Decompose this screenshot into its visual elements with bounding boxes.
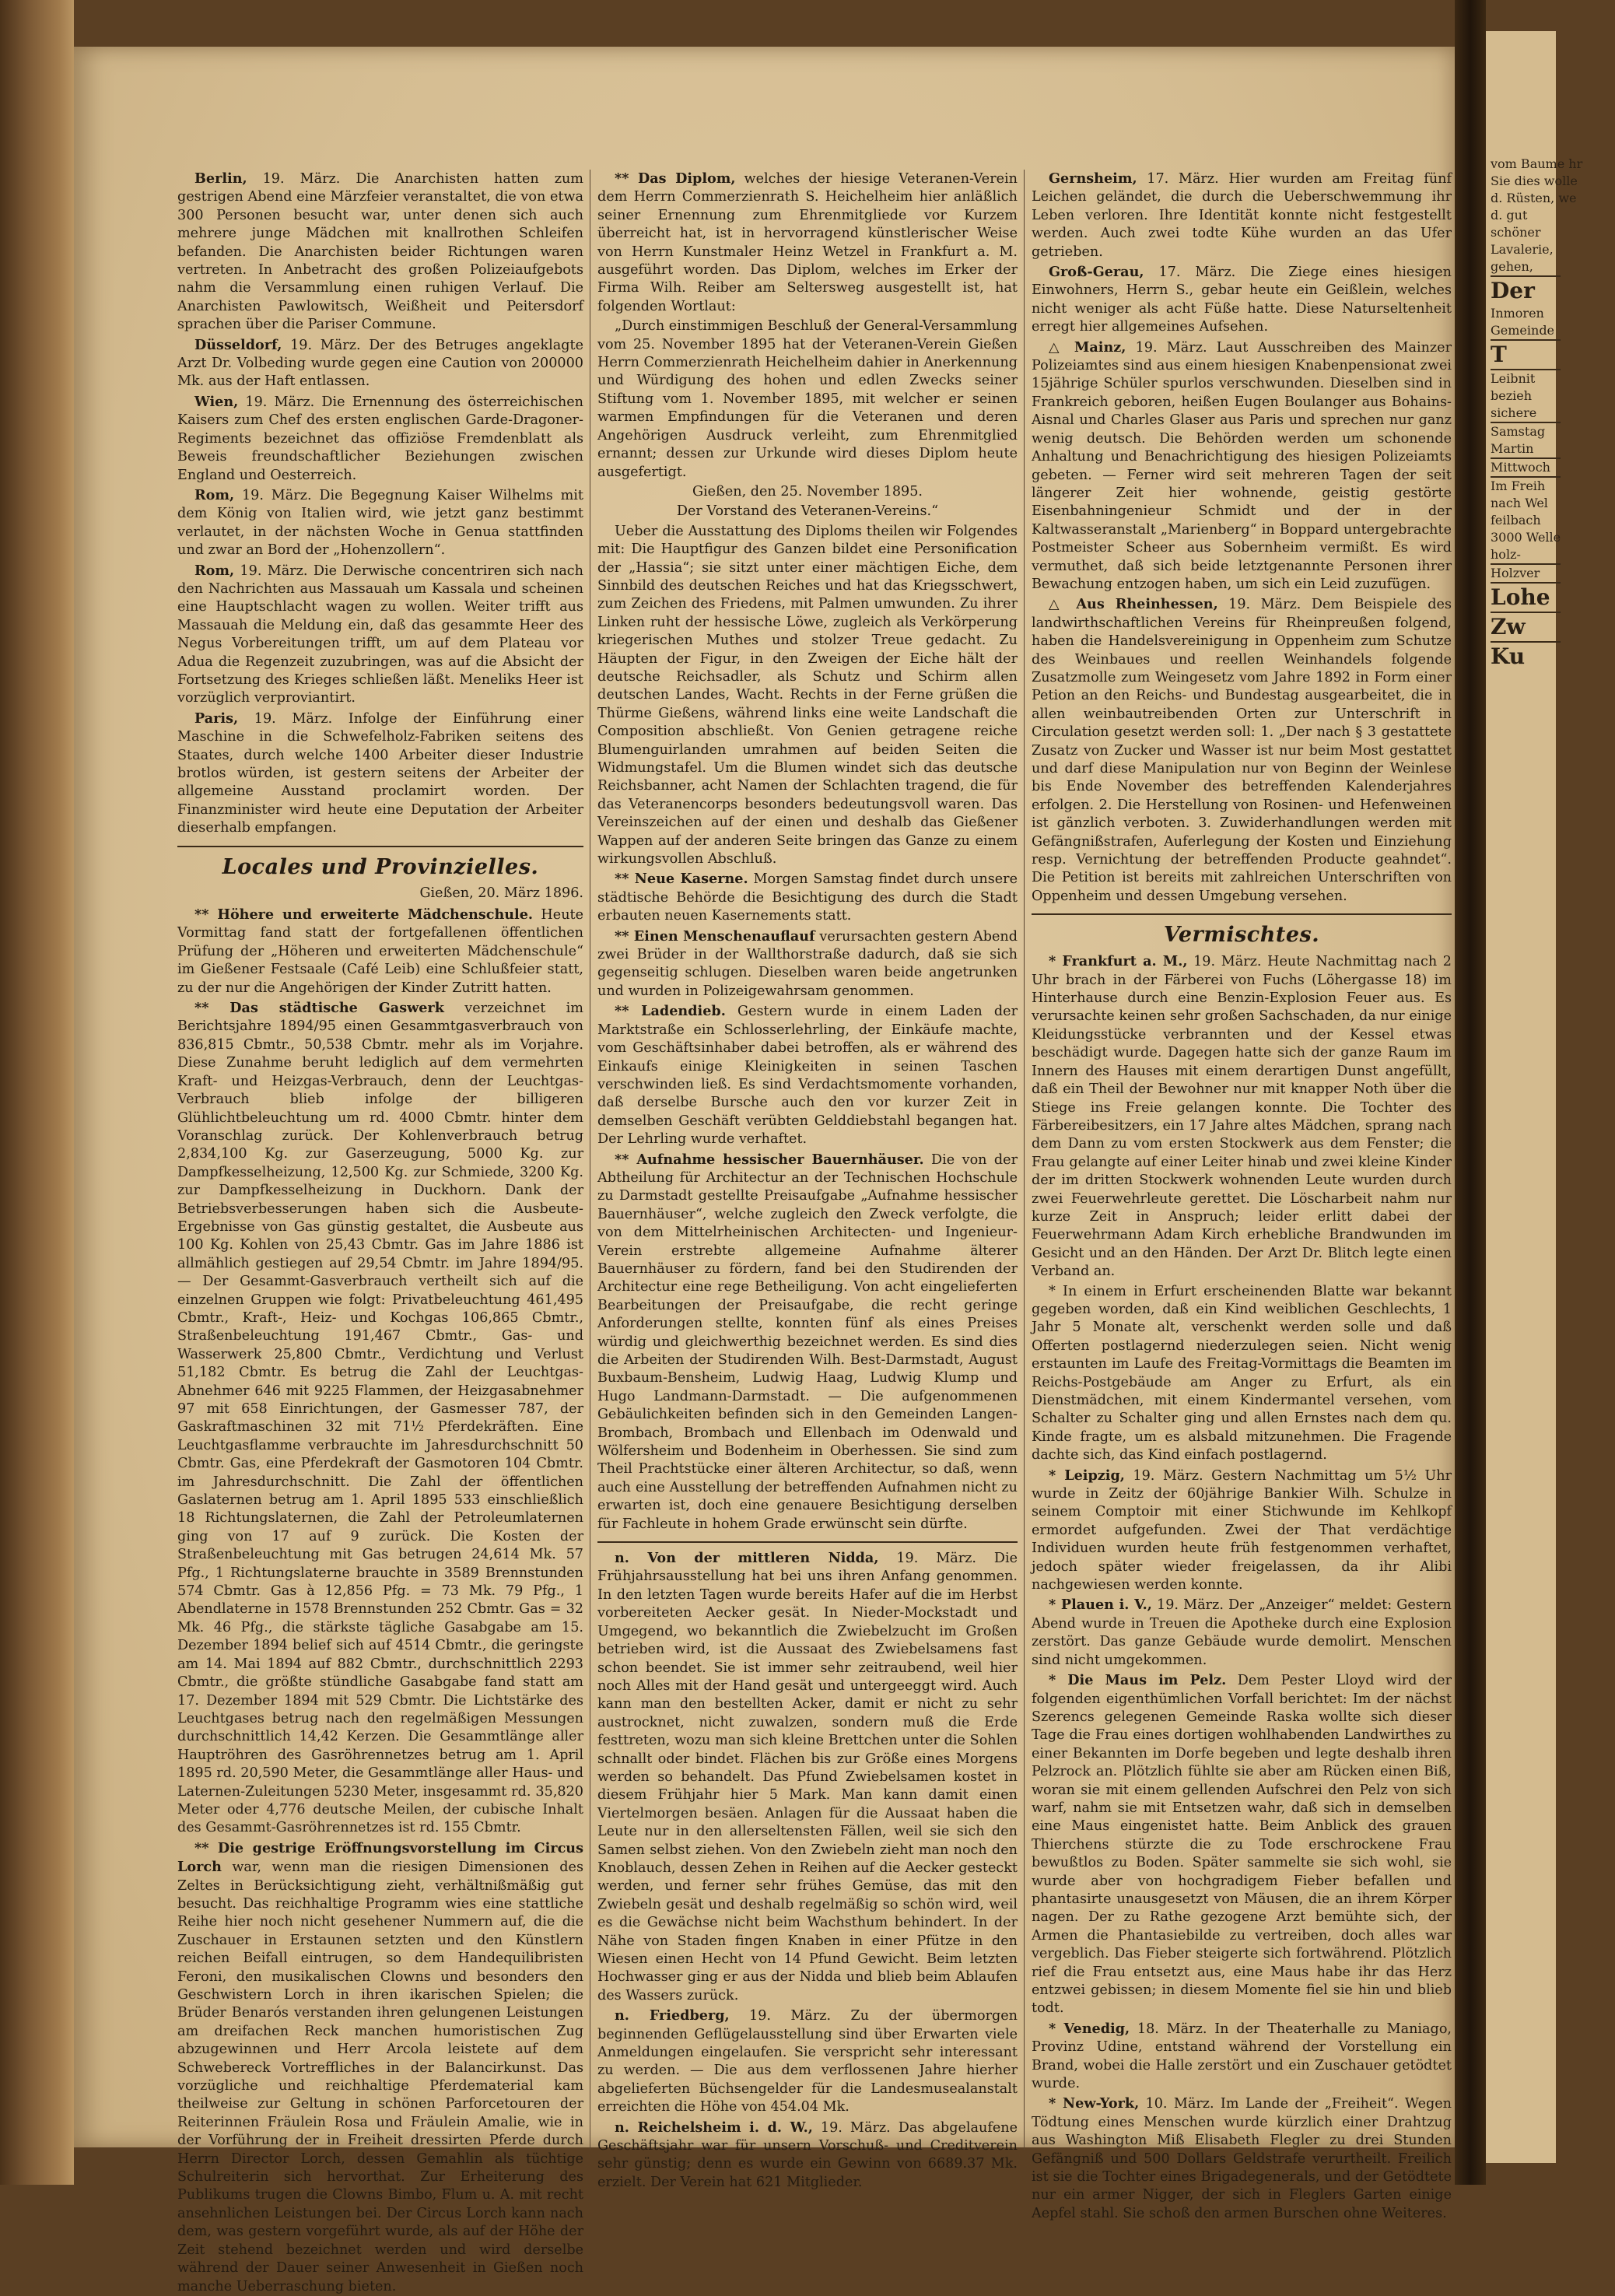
news-item-diplom-description: Ueber die Ausstattung des Diploms theilen wir Folgendes mit: Die Hauptfigur des Ganzen bildet eine Personification der „Hassia“; sie sitzt unter einer mächtigen Eiche, dem Sinnbild des deutschen Reiches und hat das Kriegsschwert, zum Zeichen des Friedens, mit Palmen umwunden. Zu ihrer Linken ruht der hessische Löwe, zugleich als Verkörperung kriegerischen Muthes und stolzer Treue gedacht. Zu Häupten der Figur, in den Zweigen der Eiche hält der deutsche Reichsadler, als Schutz und Schirm allen deutschen Landes, Wacht. Rechts in der Ferne grüßen die Thürme Gießens, während links eine weite Landschaft die Composition abschließt. Von Genien getragene reiche Blumenguirlanden umrahmen auf beiden Seiten die Widmungstafel. Um die Blumen windet sich das deutsche Reichsbanner, acht Namen der Schlachten tragend, die für das Veteranencorps besonders bedeutungsvoll waren. Das Vereinszeichen auf der einen und deshalb das Gießener Wappen auf der anderen Seite bringen das Ganze zu einem wirkungsvollen Abschluß.: [597, 523, 1018, 868]
news-item-friedberg: n. Friedberg, 19. März. Zu der übermorgen beginnenden Geflügelausstellung sind über Erwarten viele Anmeldungen eingelaufen. Sie verspricht sehr interessant zu werden. — Die aus dem verflossenen Jahre hierher abgelieferten Büchsengelder für die Landesmusealanstalt erreichten die Höhe von 454.04 Mk.: [597, 2007, 1018, 2115]
section-divider: [1032, 913, 1452, 915]
diplom-quote-date: Gießen, den 25. November 1895.: [692, 483, 923, 500]
adjacent-page-line: Zw: [1491, 614, 1526, 640]
news-item-berlin: Berlin, 19. März. Die Anarchisten hatten zum gestrigen Abend eine Märzfeier veranstaltet, die von etwa 300 Personen besucht war, unter denen sich auch mehrere junge Mädchen mit knallrothen Schleifen befanden. Die Anarchisten beider Richtungen waren vertreten. In Anbetracht des großen Polizeiaufgebots nahm die Versammlung einen ruhigen Verlauf. Die Anarchisten Pawlowitsch, Weißheit und Peitersdorf sprachen über die Pariser Commune.: [177, 170, 583, 333]
adjacent-page-line: Leibnit: [1491, 371, 1536, 386]
book-binding-edge: [0, 0, 74, 2185]
adjacent-page-line: Lohe: [1491, 584, 1550, 610]
news-item-rom-1: Rom, 19. März. Die Begegnung Kaiser Wilhelms mit dem König von Italien wird, wie jetzt ganz bestimmt verlautet, in der nächsten Woche in Genua stattfinden und zwar an Bord der „Hohenzollern“.: [177, 486, 583, 559]
section-divider: [177, 846, 583, 847]
column-right: [1032, 170, 1452, 2221]
adjacent-page-line: gehen,: [1491, 259, 1533, 274]
news-item-menschenauflauf: ** Einen Menschenauflauf verursachten gestern Abend zwei Brüder in der Wallthorstraße dadurch, daß sie sich gegenseitig schlugen. Dieselben waren beide angetrunken und wurden in Polizeigewahrsam genommen.: [597, 927, 1018, 999]
adjacent-page-line: vom Baume hr: [1491, 156, 1583, 171]
adjacent-page-line: Martin: [1491, 441, 1534, 456]
news-item-plauen: * Plauen i. V., 19. März. Der „Anzeiger“ meldet: Gestern Abend wurde in Treuen die Apotheke durch eine Explosion zerstört. Das ganze Gebäude wurde demolirt. Menschen sind nicht umgekommen.: [1032, 1597, 1452, 1668]
adjacent-page-line: Im Freih: [1491, 478, 1546, 493]
adjacent-page-line: Holzver: [1491, 566, 1540, 580]
news-item-reichelsheim: n. Reichelsheim i. d. W., 19. März. Das abgelaufene Geschäftsjahr war für unsern Vorschuß- und Creditverein sehr günstig; denn es wurde ein Gewinn von 6689.37 Mk. erzielt. Der Verein hat 621 Mitglieder.: [597, 2119, 1018, 2190]
adjacent-page-line: feilbach: [1491, 513, 1541, 528]
book-gutter: [1455, 0, 1486, 2185]
news-item-erfurt: * In einem in Erfurt erscheinenden Blatte war bekannt gegeben worden, daß ein Kind weiblichen Geschlechts, 1 Jahr 5 Monate alt, verschenkt werden solle und daß Offerten postlagernd niederzulegen seien. Nicht wenig erstaunten im Laufe des Freitag-Vormittags die Beamten im Reichs-Postgebäude am Anger zu Erfurt, als ein Dienstmädchen, mit einem Kindermantel versehen, vom Schalter zu Schalter ging und allen Ernstes nach dem qu. Kinde fragte, um es alsbald mitzunehmen. Die Fragende dachte sich, das Kind einfach postlagernd.: [1032, 1283, 1452, 1463]
news-item-frankfurt: * Frankfurt a. M., 19. März. Heute Nachmittag nach 2 Uhr brach in der Färberei von Fuchs (Löhergasse 18) im Hinterhause durch eine Benzin-Explosion Feuer aus. Es verursachte keinen sehr großen Sachschaden, da nur einige Kleidungsstücke verbrannten und der Kessel etwas beschädigt wurde. Dagegen hatte sich der ganze Raum im Innern des Hauses mit einem derartigen Dunst angefüllt, daß ein Theil der Bewohner nur mit knapper Noth über die Stiege ins Freie gelangen konnte. Die Tochter des Färbereibesitzers, ein 17 Jahre altes Mädchen, sprang nach dem Dann zu vom ersten Stockwerk aus dem Fenster; die Frau gelangte auf einer Leiter hinab und zwei kleine Kinder der im dritten Stockwerk wohnenden Leute wurden durch zwei Feuerwehrleute gerettet. Die Löscharbeit nahm nur kurze Zeit in Anspruch; leider erlitt dabei der Feuerwehrmann Adam Kirch erhebliche Brandwunden im Gesicht und an den Händen. Der Arzt Dr. Blitch legte einen Verband an.: [1032, 953, 1452, 1280]
news-item-kaserne: ** Neue Kaserne. Morgen Samstag findet durch unsere städtische Behörde die Besichtigung des durch die Stadt erbauten neuen Kasernements statt.: [597, 871, 1018, 924]
news-item-gaswerk: ** Das städtische Gaswerk verzeichnet im Berichtsjahre 1894/95 einen Gesammtgasverbrauch von 836,815 Cbmtr., 50,538 Cbmtr. mehr als im Vorjahre. Diese Zunahme beruht lediglich auf dem vermehrten Kraft- und Heizgas-Verbrauch, denn der Leuchtgas-Verbrauch blieb infolge der billigeren Glühlichtbeleuchtung um rd. 4000 Cbmtr. hinter dem Voranschlag zurück. Der Kohlenverbrauch betrug 2,834,100 Kg. zur Gaserzeugung, 5000 Kg. zur Dampfkesselheizung, 12,500 Kg. zur Schmiede, 3200 Kg. zur Dampfkesselheizung in Duckhorn. Dank der Betriebsverbesserungen haben sich die Ausbeute-Ergebnisse von Gas günstig gestaltet, die Ausbeute aus 100 Kg. Kohlen von 25,43 Cbmtr. Gas im Jahre 1886 ist allmählich gestiegen auf 29,54 Cbmtr. im Jahre 1894/95. — Der Gesammt-Gasverbrauch vertheilt sich auf die einzelnen Gruppen wie folgt: Privatbeleuchtung 461,495 Cbmtr., Kraft-, Heiz- und Kochgas 106,865 Cbmtr., Straßenbeleuchtung 191,467 Cbmtr., Gas- und Wasserwerk 25,800 Cbmtr., Verdichtung und Verlust 51,182 Cbmtr. Es betrug die Zahl der Leuchtgas-Abnehmer 646 mit 9225 Flammen, der Heizgasabnehmer 97 mit 658 Einrichtungen, der Gasmesser 787, der Gaskraftmaschinen 32 mit 71½ Pferdekräften. Eine Leuchtgasflamme verbrauchte im Jahresdurchschnitt 50 Cbmtr. Gas, eine Pferdekraft der Gasmotoren 104 Cbmtr. im Jahresdurchschnitt. Die Zahl der öffentlichen Gaslaternen betrug am 1. April 1895 533 einschließlich 18 Richtungslaternen, die Zahl der Petroleumlaternen ging von 17 auf 9 zurück. Die Kosten der Straßenbeleuchtung mit Gas betrugen 24,614 Mk. 57 Pfg., 1 Richtungslaterne brauchte in 3589 Brennstunden 574 Cbmtr. Gas à 12,856 Pfg. = 73 Mk. 79 Pfg., 1 Abendlaterne in 1578 Brennstunden 252 Cbmtr. Gas = 32 Mk. 46 Pfg., die stärkste tägliche Gasabgabe am 15. Dezember 1894 belief sich auf 4514 Cbmtr., die geringste am 14. Mai 1894 auf 882 Cbmtr., durchschnittlich 2293 Cbmtr., die größte stündliche Gasabgabe fand statt am 17. Dezember 1894 mit 529 Cbmtr. Die Lichtstärke des Leuchtgases betrug nach den regelmäßigen Messungen durchschnittlich 14,42 Kerzen. Die Gesammtlänge aller Hauptröhren des Gasröhrennetzes betrug am 1. April 1895 rd. 20,590 Meter, die Gesammtlänge aller Haus- und Laternen-Zuleitungen 5230 Meter, insgesammt rd. 35,820 Meter oder 4,776 deutsche Meilen, der cubische Inhalt des Gesammt-Gasröhrennetzes ist rd. 155 Cbmtr.: [177, 1000, 583, 1836]
adjacent-page-line: Ku: [1491, 643, 1526, 669]
column-left: [177, 170, 584, 2294]
column-rule: [1024, 170, 1025, 2150]
adjacent-page-line: schöner: [1491, 225, 1541, 240]
adjacent-page-line: Gemeinde: [1491, 323, 1555, 338]
adjacent-page-line: 3000 Welle: [1491, 530, 1561, 545]
section-divider: [597, 1541, 1018, 1543]
news-item-duesseldorf: Düsseldorf, 19. März. Der des Betruges angeklagte Arzt Dr. Volbeding wurde gegen eine Caution von 200000 Mk. aus der Haft entlassen.: [177, 336, 583, 390]
news-item-circus-lorch: ** Die gestrige Eröffnungsvorstellung im Circus Lorch war, wenn man die riesigen Dimensionen des Zeltes in Berücksichtigung zieht, verhältnißmäßig gut besucht. Das reichhaltige Programm wies eine stattliche Reihe hier noch nicht gesehener Nummern auf, die die Zuschauer in Erstaunen setzten und den Künstlern reichen Beifall eintrugen, so dem Handequilibristen Feroni, den musikalischen Clowns und besonders den Geschwistern Lorch in ihren ikarischen Spielen; die Brüder Benarós verstanden ihren gelungenen Leistungen am dreifachen Reck manchen humoristischen Zug abzugewinnen und Herr Arcola leistete auf dem Schwebereck Vortreffliches in der Balancirkunst. Das vorzügliche und reichhaltige Pferdematerial kam theilweise zur Geltung in schönen Parforcetouren der Reiterinnen Fräulein Rosa und Fräulein Amalie, wie in der Vorführung der in Freiheit dressirten Pferde durch Herrn Director Lorch, dessen Gemahlin als tüchtige Schulreiterin sich hervorthat. Zur Erheiterung des Publikums trugen die Clowns Bimbo, Flum u. A. mit recht ansehnlichen Leistungen bei. Der Circus Lorch kann nach dem, was gestern vorgeführt wurde, als auf der Höhe der Zeit stehend bezeichnet werden und wird derselbe während der Dauer seiner Anwesenheit in Gießen noch manche Ueberraschung bieten.: [177, 1839, 583, 2294]
news-item-bauernhaeuser: ** Aufnahme hessischer Bauernhäuser. Die von der Abtheilung für Architectur an der Technischen Hochschule zu Darmstadt gestellte Preisaufgabe „Aufnahme hessischer Bauernhäuser“, welche zugleich den Zweck verfolgte, die von dem Mittelrheinischen Architecten- und Ingenieur-Verein erstrebte allgemeine Aufnahme älterer Bauernhäuser zu fördern, fand bei den Studirenden der Architectur eine rege Betheiligung. Von acht eingelieferten Bearbeitungen der Preisaufgabe, die recht geringe Anforderungen stellte, konnten fünf als eines Preises würdig und gleichwerthig bezeichnet werden. Es sind dies die Arbeiten der Studirenden Wilh. Best-Darmstadt, August Buxbaum-Bensheim, Ludwig Haag, Ludwig Klump und Hugo Landmann-Darmstadt. — Die aufgenommenen Gebäulichkeiten befinden sich in den Gemeinden Langen-Brombach, Brombach und Ellenbach im Odenwald und Wölfersheim und Bodenheim in Oberhessen. Sie sind zum Theil Prachtstücke einer älteren Architectur, so daß, wenn auch eine Ausstellung der betreffenden Aufnahmen nicht zu erwarten ist, doch eine genauere Besichtigung derselben für Fachleute in hohem Grade erwünscht sein dürfte.: [597, 1151, 1018, 1532]
dateline: Gießen, 20. März 1896.: [419, 885, 583, 901]
adjacent-page-line: T: [1491, 342, 1507, 367]
news-item-nidda: n. Von der mittleren Nidda, 19. März. Die Frühjahrsausstellung hat bei uns ihren Anfang genommen. In den letzten Tagen wurde bereits Hafer auf die im Herbst vorbereiteten Aecker gesät. In Nieder-Mockstadt und Umgegend, wo bekanntlich die Zwiebelzucht im Großen betrieben wird, ist die Aussaat des Zwiebelsamens fast schon beendet. Sie ist immer sehr zeitraubend, weil hier noch Alles mit der Hand gesät und untergeeggt wird. Auch kann man den bestellten Acker, damit er nicht zu sehr austrocknet, nicht zuwalzen, sondern muß die Erde festtreten, wozu man sich kleine Brettchen unter die Sohlen schnallt oder bindet. Flächen bis zur Größe eines Morgens werden so behandelt. Das Pfund Zwiebelsamen kostet in diesem Frühjahr hier 5 Mark. Man kann damit einen Viertelmorgen besäen. Anlagen für die Aussaat haben die Leute nur in den allerseltensten Fällen, weil sie sich den Samen selbst ziehen. Von den Zwiebeln zieht man noch den Knoblauch, dessen Zehen in Reihen auf die Aecker gesteckt werden, und ferner sehr frühes Gemüse, das mit den Zwiebeln gesät und deshalb regelmäßig so schön wird, weil es die Gewächse nicht beim Wachsthum behindert. In der Nähe von Staden fingen Knaben in einer Pfütze in den Wiesen einen Hecht von 14 Pfund Gewicht. Beim letzten Hochwasser ging er aus der Nidda und blieb beim Ablaufen des Wassers zurück.: [597, 1550, 1018, 2003]
adjacent-page-line: Sie dies wolle: [1491, 174, 1578, 188]
news-item-mainz: △ Mainz, 19. März. Laut Ausschreiben des Mainzer Polizeiamtes sind aus einem hiesigen Knabenpensionat zwei 15jährige Schüler spurlos verschwunden. Dieselben sind in Frankreich geboren, heißen Eugen Boulanger aus Bohains-Aisnal und Charles Glaser aus Paris und sprechen nur ganz wenig deutsch. Die Behörden werden um schonende Anhaltung und Benachrichtigung des hiesigen Polizeiamts gebeten. — Ferner wird seit mehreren Tagen der seit längerer Zeit hier wohnende, geistig gestörte Eisenbahningenieur Schmidt und der in der Kaltwasseranstalt „Marienberg“ in Boppard untergebrachte Postmeister Scheer aus Sobernheim vermißt. Es wird vermuthet, daß sich beide letztgenannte Personen ihrer Bewachung entzogen haben, um sich ein Leid zuzufügen.: [1032, 338, 1452, 592]
section-heading-locales: Locales und Provinzielles.: [222, 854, 539, 879]
news-item-new-york: * New-York, 10. März. Im Lande der „Freiheit“. Wegen Tödtung eines Menschen wurde kürzlich einer Drahtzug aus Washington Miß Elisabeth Flegler zu drei Stunden Gefängniß und 500 Dollars Geldstrafe verurtheilt. Freilich ist sie die Tochter eines Brigadegenerals, und der Getödtete nur ein armer Nigger, der sich in Fleglers Garten einige Aepfel stahl. Sie schoß den armen Burschen ohne Weiteres.: [1032, 2095, 1452, 2221]
news-item-ladendieb: ** Ladendieb. Gestern wurde in einem Laden der Marktstraße ein Schlosserlehrling, der Einkäufe machte, vom Geschäftsinhaber dabei betroffen, als er während des Einkaufs einige Kleinigkeiten in seinen Taschen verschwinden ließ. Es sind Verdachtsmomente vorhanden, daß derselbe Burschе auch den vor kurzer Zeit in demselben Geschäft verübten Gelddiebstahl begangen hat. Der Lehrling wurde verhaftet.: [597, 1003, 1018, 1148]
adjacent-page-text: [1491, 156, 1615, 671]
news-item-rheinhessen: △ Aus Rheinhessen, 19. März. Dem Beispiele des landwirthschaftlichen Vereins für Rheinpreußen folgend, haben die Handelsvereinigung in Oppenheim zum Schutze des Weinbaues und reellen Weinhandels folgende Zusatzmolle zum Weingesetz vom Jahre 1892 in Form einer Petion an den Reichs- und Bundestag ausgearbeitet, die in allen weinbautreibenden Orten zur Unterschrift in Circulation gesetzt werden soll: 1. „Der nach § 3 gestattete Zusatz von Zucker und Wasser ist nur beim Most gestattet und darf diese Manipulation nur von Beginn der Weinlese bis Ende November des betreffenden Kalenderjahres erfolgen. 2. Die Herstellung von Rosinen- und Hefenweinen ist gänzlich verboten. 3. Zuwiderhandlungen werden mit Gefängnißstrafen, Auferlegung der Kosten und Einziehung resp. Vernichtung der betreffenden Producte geahndet“. Die Petition ist bereits mit zahlreichen Unterschriften von Oppenheim und dessen Umgebung versehen.: [1032, 596, 1452, 904]
adjacent-page-line: sichere: [1491, 405, 1537, 420]
adjacent-page-line: Mittwoch: [1491, 460, 1550, 475]
adjacent-page-edge: [1486, 31, 1583, 2163]
adjacent-page-line: holz-: [1491, 547, 1521, 562]
news-item-maus-im-pelz: * Die Maus im Pelz. Dem Pester Lloyd wird der folgenden eigenthümlichen Vorfall berichtet: Im der nächst Szerencs gelegenen Gemeinde Raska wollte sich dieser Tage die Frau eines dortigen wohlhabenden Landwirthes zu einer Bekannten im Dorfe begeben und legte deshalb ihren Pelzrock an. Plötzlich fühlte sie aber am Rücken einen Biß, woran sie mit einem gellenden Aufschrei den Pelz von sich warf, nahm sie mit Entsetzen wahr, daß sich in demselben eine Maus eingenistet hatte. Beim Anblick des grauen Thierchens stürzte die zu Tode erschrockene Frau bewußtlos zu Boden. Später sammelte sie sich wohl, sie wurde aber von hochgradigem Fieber befallen und phantasirte unausgesetzt von Mäusen, die an ihrem Körper nagen. Der zu Rathe gezogene Arzt bemühte sich, der Armen die Phantasiebilde zu vertreiben, doch alles war vergeblich. Das Fieber steigerte sich fortwährend. Plötzlich rief die Frau entsetzt aus, eine Maus habe ihr das Herz entzwei gebissen; in diesem Momente fiel sie hin und blieb todt.: [1032, 1672, 1452, 2017]
adjacent-page-line: Samstag: [1491, 424, 1546, 439]
adjacent-page-line: Der: [1491, 278, 1535, 303]
news-item-venedig: * Venedig, 18. März. In der Theaterhalle zu Maniago, Provinz Udine, entstand während der Vorstellung ein Brand, wobei die Halle zerstört und ein Zuschauer getödtet wurde.: [1032, 2020, 1452, 2092]
adjacent-page-line: bezieh: [1491, 388, 1533, 403]
news-item-rom-2: Rom, 19. März. Die Derwische concentriren sich nach den Nachrichten aus Massauah um Kassala und scheinen eine Hauptschlacht wagen zu wollen. Weiter trifft aus Massauah die Meldung ein, daß das gesammte Heer des Negus Vorbereitungen trifft, um auf dem Plateau vor Adua die Regenzeit zuzubringen, was auf die Absicht der Fortsetzung des Krieges schließen läßt. Meneliks Heer ist vorzüglich verproviantirt.: [177, 562, 583, 706]
news-item-paris: Paris, 19. März. Infolge der Einführung einer Maschine in die Schwefelholz-Fabriken seitens des Staates, durch welche 1400 Arbeiter dieser Industrie brotlos würden, ist gestern seitens der Arbeiter der allgemeine Ausstand proclamirt worden. Der Finanzminister wird heute eine Deputation der Arbeiter dieserhalb empfangen.: [177, 710, 583, 836]
section-heading-vermischtes: Vermischtes.: [1163, 923, 1320, 948]
adjacent-page-line: d. gut: [1491, 208, 1528, 223]
news-item-gross-gerau: Groß-Gerau, 17. März. Die Ziege eines hiesigen Einwohners, Herrn S., gebar heute ein Geißlein, welches nicht weniger als acht Füße hatte. Diese Naturseltenheit erregt hier allgemeines Aufsehen.: [1032, 264, 1452, 335]
news-item-leipzig: * Leipzig, 19. März. Gestern Nachmittag um 5½ Uhr wurde in Zeitz der 60jährige Bankier Wilh. Schulze in seinem Comptoir mit einer Stichwunde im Kehlkopf ermordet aufgefunden. Zwei der That verdächtige Individuen wurden heute früh festgenommen verhaftet, jedoch später wieder freigelassen, da ihr Alibi nachgewiesen werden konnte.: [1032, 1467, 1452, 1593]
news-item-wien: Wien, 19. März. Die Ernennung des österreichischen Kaisers zum Chef des ersten englischen Garde-Dragoner-Regiments bezeichnet das offiziöse Fremdenblatt als Beweis freundschaftlicher Beziehungen zwischen England und Oesterreich.: [177, 393, 583, 483]
diplom-quote: „Durch einstimmigen Beschluß der General-Versammlung vom 25. November 1895 hat der Veteranen-Verein Gießen Herrn Commerzienrath Heichelheim dahier in Anerkennung und Würdigung des hohen und edlen Zwecks seiner Stiftung vom 1. November 1895, mit welcher er seinen warmen Empfindungen für die Veteranen und deren Angehörigen Ausdruck verleiht, zum Ehrenmitglied ernannt; dessen zur Urkunde wird dieses Diplom heute ausgefertigt.: [597, 318, 1018, 480]
adjacent-page-line: Lavalerie,: [1491, 242, 1554, 257]
diplom-quote-signature: Der Vorstand des Veteranen-Vereins.“: [676, 503, 939, 520]
column-middle: [597, 170, 1018, 2190]
news-item-diplom: ** Das Diplom, welches der hiesige Veteranen-Verein dem Herrn Commerzienrath S. Heichelheim hier anläßlich seiner Ernennung zum Ehrenmitgliede vor Kurzem überreicht hat, ist in hervorragend künstlerischer Weise von Herrn Kunstmaler Heinz Wetzel in Frankfurt a. M. ausgeführt worden. Das Diplom, welches im Erker der Firma Wilh. Reiber am Seltersweg ausgestellt ist, hat folgenden Wortlaut:: [597, 170, 1018, 314]
adjacent-page-line: Inmoren: [1491, 306, 1544, 321]
news-item-maedchenschule: ** Höhere und erweiterte Mädchenschule. Heute Vormittag fand statt der fortgefallenen öffentlichen Prüfung der „Höheren und erweiterten Mädchenschule“ im Gießener Festsaale (Café Leib) eine Schlußfeier statt, zu der nur die Angehörigen der Kinder Zutritt hatten.: [177, 906, 584, 996]
adjacent-page-line: d. Rüsten, we: [1491, 191, 1577, 205]
news-item-gernsheim: Gernsheim, 17. März. Hier wurden am Freitag fünf Leichen geländet, die durch die Ueberschwemmung ihr Leben verloren. Ihre Identität konnte nicht festgestellt werden. Auch zwei todte Kühe wurden an das Ufer getrieben.: [1032, 170, 1452, 260]
adjacent-page-line: nach Wel: [1491, 496, 1548, 510]
